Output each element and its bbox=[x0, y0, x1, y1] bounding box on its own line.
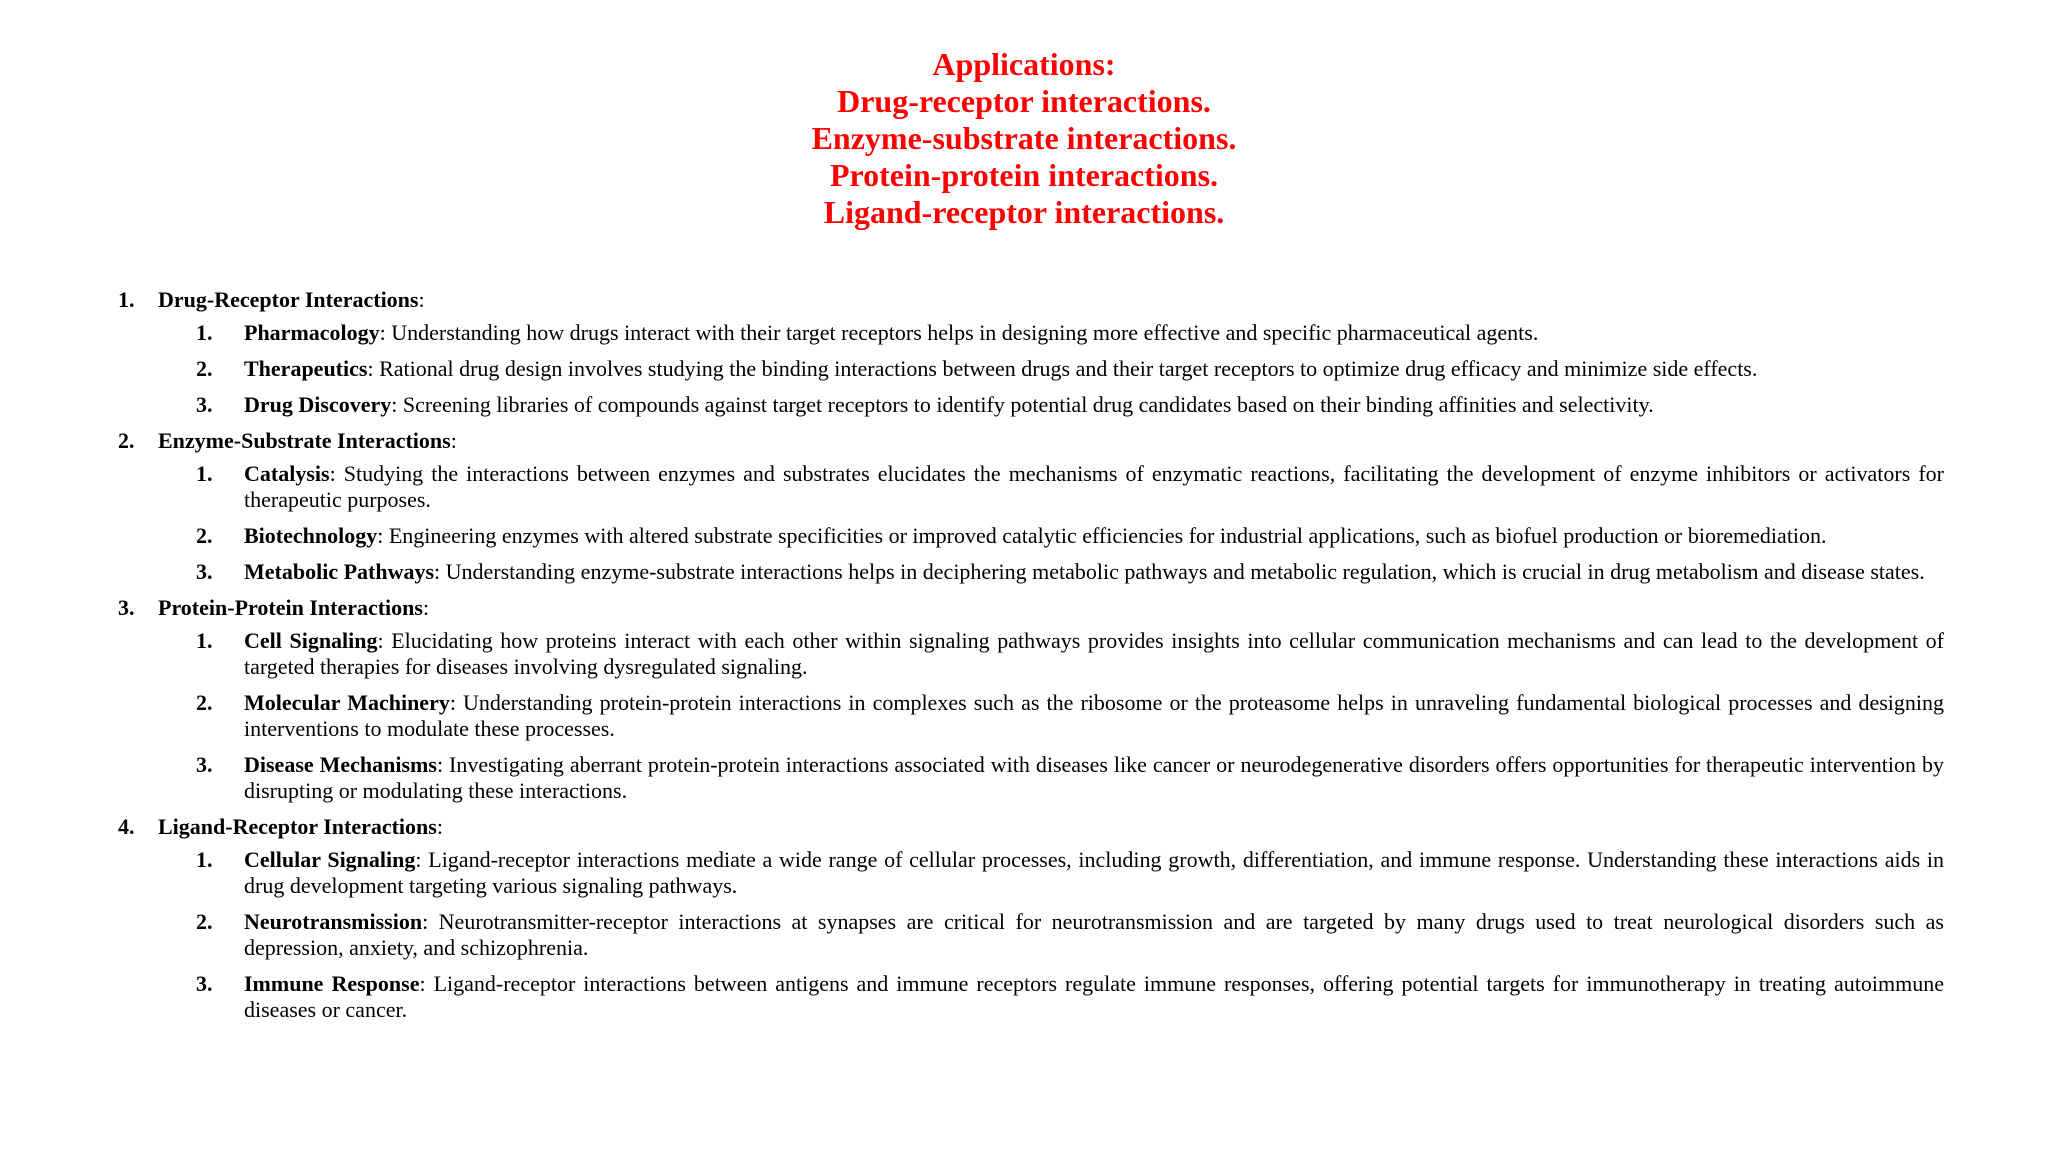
item-description: : Understanding protein-protein interactions in complexes such as the ribosome or the proteasome helps in unraveling fundamental biological processes and designing interventions to modulate these processes. bbox=[244, 690, 1945, 741]
item-number: 1. bbox=[196, 847, 213, 872]
item-number: 1. bbox=[196, 320, 213, 345]
list-item bbox=[118, 320, 1944, 346]
item-description: : Elucidating how proteins interact with each other within signaling pathways provides insights into cellular communication mechanisms and can lead to the development of targeted therapies for diseases involving dysregulated signaling. bbox=[244, 628, 1944, 679]
section-ligand-receptor bbox=[118, 814, 1944, 1023]
title-line: Applications: bbox=[932, 46, 1116, 82]
list-item bbox=[118, 628, 1944, 680]
item-number: 2. bbox=[196, 690, 213, 715]
item-term: Cellular Signaling bbox=[244, 847, 416, 872]
section-title: Protein-Protein Interactions bbox=[158, 595, 423, 620]
item-body bbox=[244, 971, 1944, 1023]
list-item bbox=[118, 523, 1944, 549]
item-number: 1. bbox=[196, 628, 213, 653]
list-item bbox=[118, 752, 1944, 804]
section-title-wrap: Protein-Protein Interactions: bbox=[158, 595, 430, 620]
item-term: Molecular Machinery bbox=[244, 690, 450, 715]
item-description: : Investigating aberrant protein-protein interactions associated with diseases like cancer or neurodegenerative disorders offers opportunities for therapeutic intervention by disrupting or modulating these interactions. bbox=[244, 752, 1944, 803]
item-term: Drug Discovery bbox=[244, 392, 392, 417]
item-body bbox=[244, 752, 1944, 804]
sub-item-list bbox=[118, 320, 1944, 418]
item-body bbox=[244, 320, 1944, 346]
title-line: Protein-protein interactions. bbox=[829, 157, 1219, 193]
section-number: 2. bbox=[118, 428, 135, 453]
section-title-wrap: Ligand-Receptor Interactions: bbox=[158, 814, 443, 839]
item-number: 3. bbox=[196, 392, 213, 417]
list-item bbox=[118, 392, 1944, 418]
item-description: : Understanding enzyme-substrate interactions helps in deciphering metabolic pathways and metabolic regulation, which is crucial in drug metabolism and disease states. bbox=[434, 559, 1925, 584]
section-number: 1. bbox=[118, 287, 135, 312]
item-term: Catalysis bbox=[244, 461, 330, 486]
list-item bbox=[118, 971, 1944, 1023]
section-drug-receptor bbox=[118, 287, 1944, 418]
section-title: Ligand-Receptor Interactions bbox=[158, 814, 437, 839]
section-heading bbox=[118, 428, 1944, 454]
item-term: Pharmacology bbox=[244, 320, 380, 345]
list-item bbox=[118, 559, 1944, 585]
item-number: 3. bbox=[196, 971, 213, 996]
item-term: Neurotransmission bbox=[244, 909, 423, 934]
section-number: 3. bbox=[118, 595, 135, 620]
item-description: : Screening libraries of compounds against target receptors to identify potential drug candidates based on their binding affinities and selectivity. bbox=[391, 392, 1654, 417]
item-term: Immune Response bbox=[244, 971, 420, 996]
section-title: Enzyme-Substrate Interactions bbox=[158, 428, 451, 453]
list-item bbox=[118, 461, 1944, 513]
item-term: Biotechnology bbox=[244, 523, 378, 548]
item-body bbox=[244, 461, 1944, 513]
title-line: Enzyme-substrate interactions. bbox=[811, 120, 1237, 156]
item-body bbox=[244, 559, 1944, 585]
list-item bbox=[118, 909, 1944, 961]
title-line: Drug-receptor interactions. bbox=[837, 83, 1211, 119]
section-enzyme-substrate bbox=[118, 428, 1944, 585]
item-body bbox=[244, 690, 1944, 742]
item-number: 2. bbox=[196, 523, 213, 548]
section-title: Drug-Receptor Interactions bbox=[158, 287, 419, 312]
item-term: Disease Mechanisms bbox=[244, 752, 437, 777]
item-description: : Rational drug design involves studying the binding interactions between drugs and their target receptors to optimize drug efficacy and minimize side effects. bbox=[367, 356, 1758, 381]
item-description: : Understanding how drugs interact with their target receptors helps in designing more effective and specific pharmaceutical agents. bbox=[379, 320, 1539, 345]
section-protein-protein bbox=[118, 595, 1944, 804]
item-number: 3. bbox=[196, 559, 213, 584]
section-title-wrap: Enzyme-Substrate Interactions: bbox=[158, 428, 457, 453]
item-number: 3. bbox=[196, 752, 213, 777]
list-item bbox=[118, 847, 1944, 899]
item-body bbox=[244, 356, 1944, 382]
section-heading bbox=[118, 814, 1944, 840]
section-number: 4. bbox=[118, 814, 135, 839]
item-body bbox=[244, 392, 1944, 418]
item-body bbox=[244, 847, 1944, 899]
item-term: Therapeutics bbox=[244, 356, 368, 381]
item-body bbox=[244, 523, 1944, 549]
sub-item-list bbox=[118, 847, 1944, 1023]
section-heading bbox=[118, 287, 1944, 313]
item-description: : Neurotransmitter-receptor interactions at synapses are critical for neurotransmission and are targeted by many drugs used to treat neurological disorders such as depression, anxiety, and schizophrenia. bbox=[244, 909, 1944, 960]
item-term: Cell Signaling bbox=[244, 628, 378, 653]
title-block bbox=[0, 46, 2048, 231]
sub-item-list bbox=[118, 628, 1944, 804]
sub-item-list bbox=[118, 461, 1944, 585]
section-title-wrap: Drug-Receptor Interactions: bbox=[158, 287, 425, 312]
item-description: : Engineering enzymes with altered substrate specificities or improved catalytic efficiencies for industrial applications, such as biofuel production or bioremediation. bbox=[377, 523, 1827, 548]
title-line: Ligand-receptor interactions. bbox=[823, 194, 1225, 230]
list-item bbox=[118, 356, 1944, 382]
item-body bbox=[244, 909, 1944, 961]
applications-list bbox=[118, 287, 1944, 1033]
list-item bbox=[118, 690, 1944, 742]
item-body bbox=[244, 628, 1944, 680]
item-description: : Studying the interactions between enzymes and substrates elucidates the mechanisms of enzymatic reactions, facilitating the development of enzyme inhibitors or activators for therapeutic purposes. bbox=[244, 461, 1944, 512]
section-heading bbox=[118, 595, 1944, 621]
item-term: Metabolic Pathways bbox=[244, 559, 435, 584]
item-description: : Ligand-receptor interactions between antigens and immune receptors regulate immune responses, offering potential targets for immunotherapy in treating autoimmune diseases or cancer. bbox=[244, 971, 1944, 1022]
item-number: 2. bbox=[196, 356, 213, 381]
item-number: 2. bbox=[196, 909, 213, 934]
item-number: 1. bbox=[196, 461, 213, 486]
item-description: : Ligand-receptor interactions mediate a wide range of cellular processes, including growth, differentiation, and immune response. Understanding these interactions aids in drug development targeting various signaling pathways. bbox=[244, 847, 1945, 898]
